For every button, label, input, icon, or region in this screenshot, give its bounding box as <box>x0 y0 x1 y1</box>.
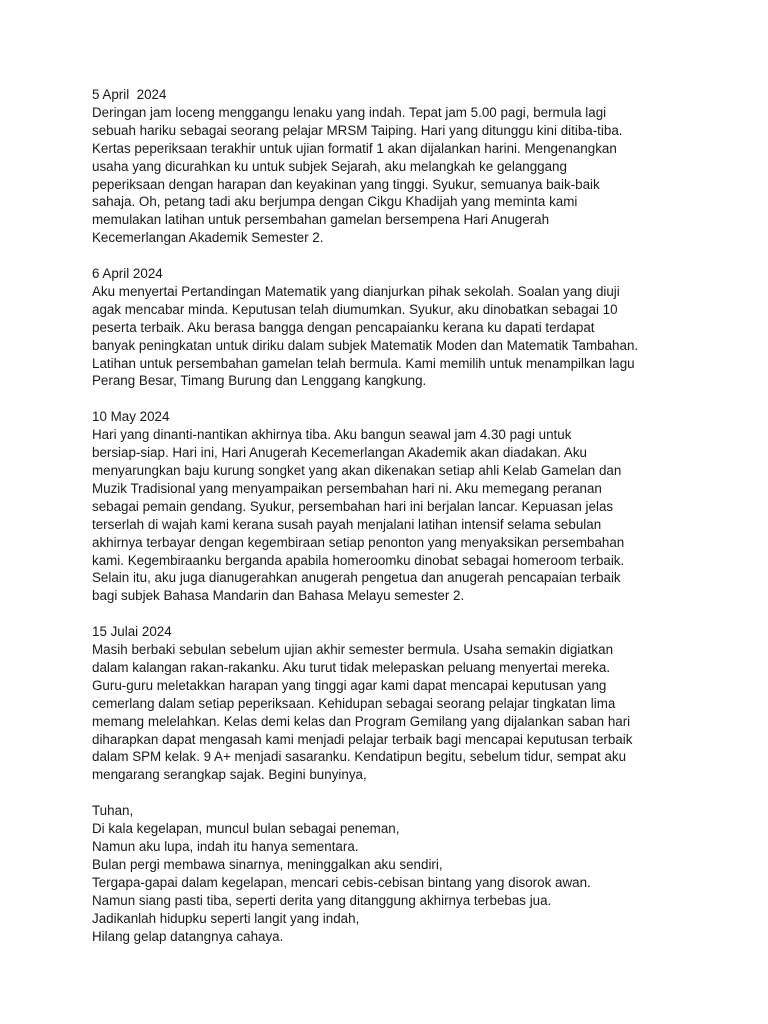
entry-text <box>92 426 692 605</box>
entry-line: Selain itu, aku juga dianugerahkan anugerah pengetua dan anugerah pencapaian terbaik <box>92 570 621 586</box>
entry-text <box>92 283 692 390</box>
poem-line: Tergapa-gapai dalam kegelapan, mencari cebis-cebisan bintang yang disorok awan. <box>92 874 591 890</box>
entry-date: 15 Julai 2024 <box>92 624 172 640</box>
entry-line: peperiksaan dengan harapan dan keyakinan yang tinggi. Syukur, semuanya baik-baik <box>92 176 600 192</box>
entry-line: bersiap-siap. Hari ini, Hari Anugerah Kecemerlangan Akademik akan diadakan. Aku <box>92 445 587 461</box>
diary-page <box>92 86 692 945</box>
entry-line: menyarungkan baju kurung songket yang akan dikenakan setiap ahli Kelab Gamelan dan <box>92 463 622 478</box>
entry-line: Masih berbaki sebulan sebelum ujian akhir semester bermula. Usaha semakin digiatkan <box>92 642 614 658</box>
entry-line: Perang Besar, Timang Burung dan Lenggang kangkung. <box>92 373 427 389</box>
entry-line: Latihan untuk persembahan gamelan telah bermula. Kami memilih untuk menampilkan lagu <box>92 355 635 371</box>
entry-line: memulakan latihan untuk persembahan gamelan bersempena Hari Anugerah <box>92 212 550 228</box>
entry-line: akhirnya terbayar dengan kegembiraan setiap penonton yang menyaksikan persembahan <box>92 534 625 550</box>
entry-line: dalam kalangan rakan-rakanku. Aku turut tidak melepaskan peluang menyertai mereka. <box>92 659 611 675</box>
entry-line: memang melelahkan. Kelas demi kelas dan Program Gemilang yang dijalankan saban hari <box>92 713 631 729</box>
entry-line: usaha yang dicurahkan ku untuk subjek Sejarah, aku melangkah ke gelanggang <box>92 158 567 174</box>
entry-line: Deringan jam loceng menggangu lenaku yang indah. Tepat jam 5.00 pagi, bermula lagi <box>92 104 607 120</box>
entry-line: Kertas peperiksaan terakhir untuk ujian formatif 1 akan dijalankan harini. Mengenangkan <box>92 140 617 156</box>
entry-text <box>92 104 692 247</box>
entry-line: Muzik Tradisional yang menyampaikan persembahan hari ni. Aku memegang peranan <box>92 480 602 496</box>
entry-line: Aku menyertai Pertandingan Matematik yang dianjurkan pihak sekolah. Soalan yang diuji <box>92 283 620 299</box>
entry-line: banyak peningkatan untuk diriku dalam subjek Matematik Moden dan Matematik Tambahan. <box>92 337 639 353</box>
poem-line: Di kala kegelapan, muncul bulan sebagai peneman, <box>92 821 400 837</box>
entry-line: kami. Kegembiraanku berganda apabila homeroomku dinobat sebagai homeroom terbaik. <box>92 552 625 568</box>
entry-line: Guru-guru meletakkan harapan yang tinggi agar kami dapat mencapai keputusan yang <box>92 677 607 693</box>
poem-line: Namun siang pasti tiba, seperti derita yang ditanggung akhirnya terbebas jua. <box>92 892 552 908</box>
poem <box>92 802 692 945</box>
entry-line: sebuah hariku sebagai seorang pelajar MRSM Taiping. Hari yang ditunggu kini ditiba-tiba. <box>92 122 623 138</box>
poem-line: Hilang gelap datangnya cahaya. <box>92 928 284 944</box>
poem-line: Tuhan, <box>92 803 134 819</box>
entry-date: 6 April 2024 <box>92 266 163 282</box>
diary-entry-3 <box>92 408 692 605</box>
diary-entry-2 <box>92 265 692 390</box>
entry-line: peserta terbaik. Aku berasa bangga dengan pencapaianku kerana ku dapati terdapat <box>92 319 595 335</box>
entry-line: agak mencabar minda. Keputusan telah diumumkan. Syukur, aku dinobatkan sebagai 10 <box>92 301 618 317</box>
entry-line: sahaja. Oh, petang tadi aku berjumpa dengan Cikgu Khadijah yang meminta kami <box>92 194 578 210</box>
entry-line: terserlah di wajah kami kerana susah payah menjalani latihan intensif selama sebulan <box>92 516 602 532</box>
diary-entry-4 <box>92 623 692 784</box>
poem-line: Bulan pergi membawa sinarnya, meninggalkan aku sendiri, <box>92 856 443 872</box>
entry-date: 10 May 2024 <box>92 409 170 425</box>
diary-entry-1 <box>92 86 692 247</box>
poem-line: Jadikanlah hidupku seperti langit yang indah, <box>92 910 360 926</box>
entry-line: Hari yang dinanti-nantikan akhirnya tiba. Aku bangun seawal jam 4.30 pagi untuk <box>92 427 572 443</box>
entry-line: cemerlang dalam setiap peperiksaan. Kehidupan sebagai seorang pelajar tingkatan lima <box>92 695 616 711</box>
entry-text <box>92 641 692 784</box>
entry-line: Kecemerlangan Akademik Semester 2. <box>92 230 324 246</box>
entry-line: dalam SPM kelak. 9 A+ menjadi sasaranku. Kendatipun begitu, sebelum tidur, sempat aku <box>92 749 627 765</box>
entry-line: mengarang serangkap sajak. Begini bunyinya, <box>92 767 367 783</box>
entry-line: bagi subjek Bahasa Mandarin dan Bahasa Melayu semester 2. <box>92 588 465 604</box>
entry-line: diharapkan dapat mengasah kami menjadi pelajar terbaik bagi mencapai keputusan terbaik <box>92 731 633 747</box>
entry-line: sebagai pemain gendang. Syukur, persembahan hari ini berjalan lancar. Kepuasan jelas <box>92 498 614 514</box>
entry-date: 5 April 2024 <box>92 87 167 102</box>
poem-line: Namun aku lupa, indah itu hanya sementara. <box>92 839 359 854</box>
